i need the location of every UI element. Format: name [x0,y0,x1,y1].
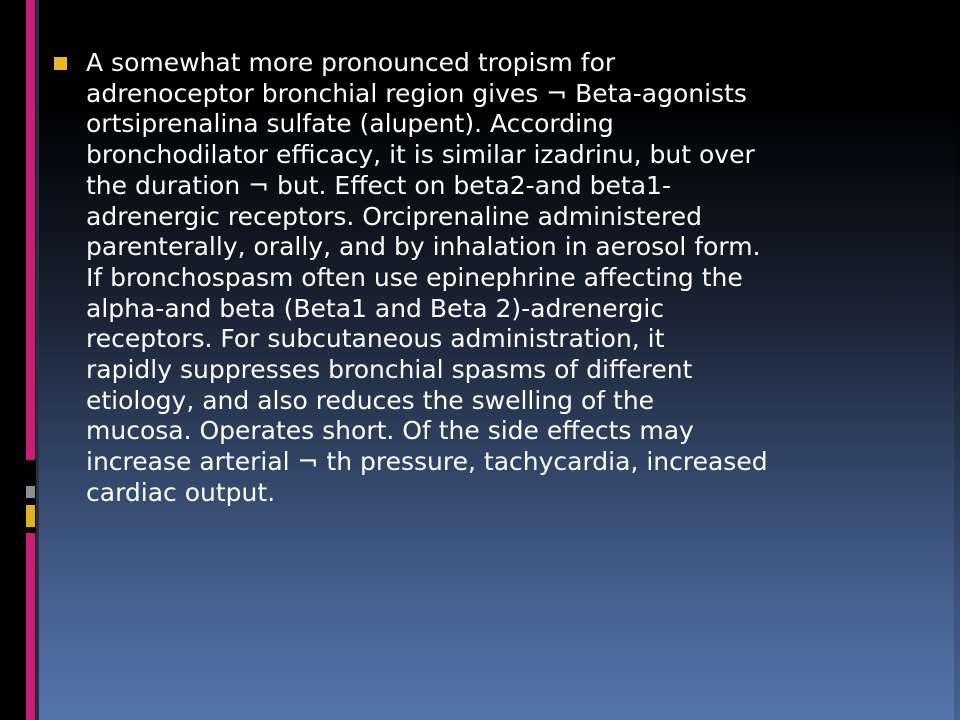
paragraph-line: increase arterial ¬ th pressure, tachycardia, increased [86,447,768,477]
paragraph-line: adrenergic receptors. Orciprenaline administered [86,201,703,231]
right-edge-shade [954,0,960,720]
paragraph-line: rapidly suppresses bronchial spasms of different [86,355,693,385]
decorative-gray-bar [26,486,35,498]
decorative-thin-bar [36,0,39,720]
paragraph-line: parenterally, orally, and by inhalation in aerosol form. [86,232,761,262]
paragraph-line: If bronchospasm often use epinephrine affecting the [86,262,743,292]
paragraph-line: alpha-and beta (Beta1 and Beta 2)-adrenergic [86,293,665,323]
paragraph-line: bronchodilator efficacy, it is similar izadrinu, but over [86,140,755,170]
square-bullet-icon [54,57,67,70]
bullet-paragraph [86,48,916,509]
paragraph-line: A somewhat more pronounced tropism for [86,48,616,77]
paragraph-line: ortsiprenalina sulfate (alupent). According [86,109,614,139]
decorative-yellow-bar [26,505,35,527]
paragraph-line: etiology, and also reduces the swelling of the [86,385,655,415]
paragraph-line: adrenoceptor bronchial region gives ¬ Beta-agonists [86,78,747,108]
decorative-magenta-bar-bottom [26,533,35,720]
decorative-magenta-bar-top [26,0,35,460]
paragraph-line: cardiac output. [86,477,276,507]
paragraph-line: receptors. For subcutaneous administration, it [86,324,665,354]
paragraph-line: mucosa. Operates short. Of the side effects may [86,416,694,446]
paragraph-line: the duration ¬ but. Effect on beta2-and beta1- [86,170,671,200]
